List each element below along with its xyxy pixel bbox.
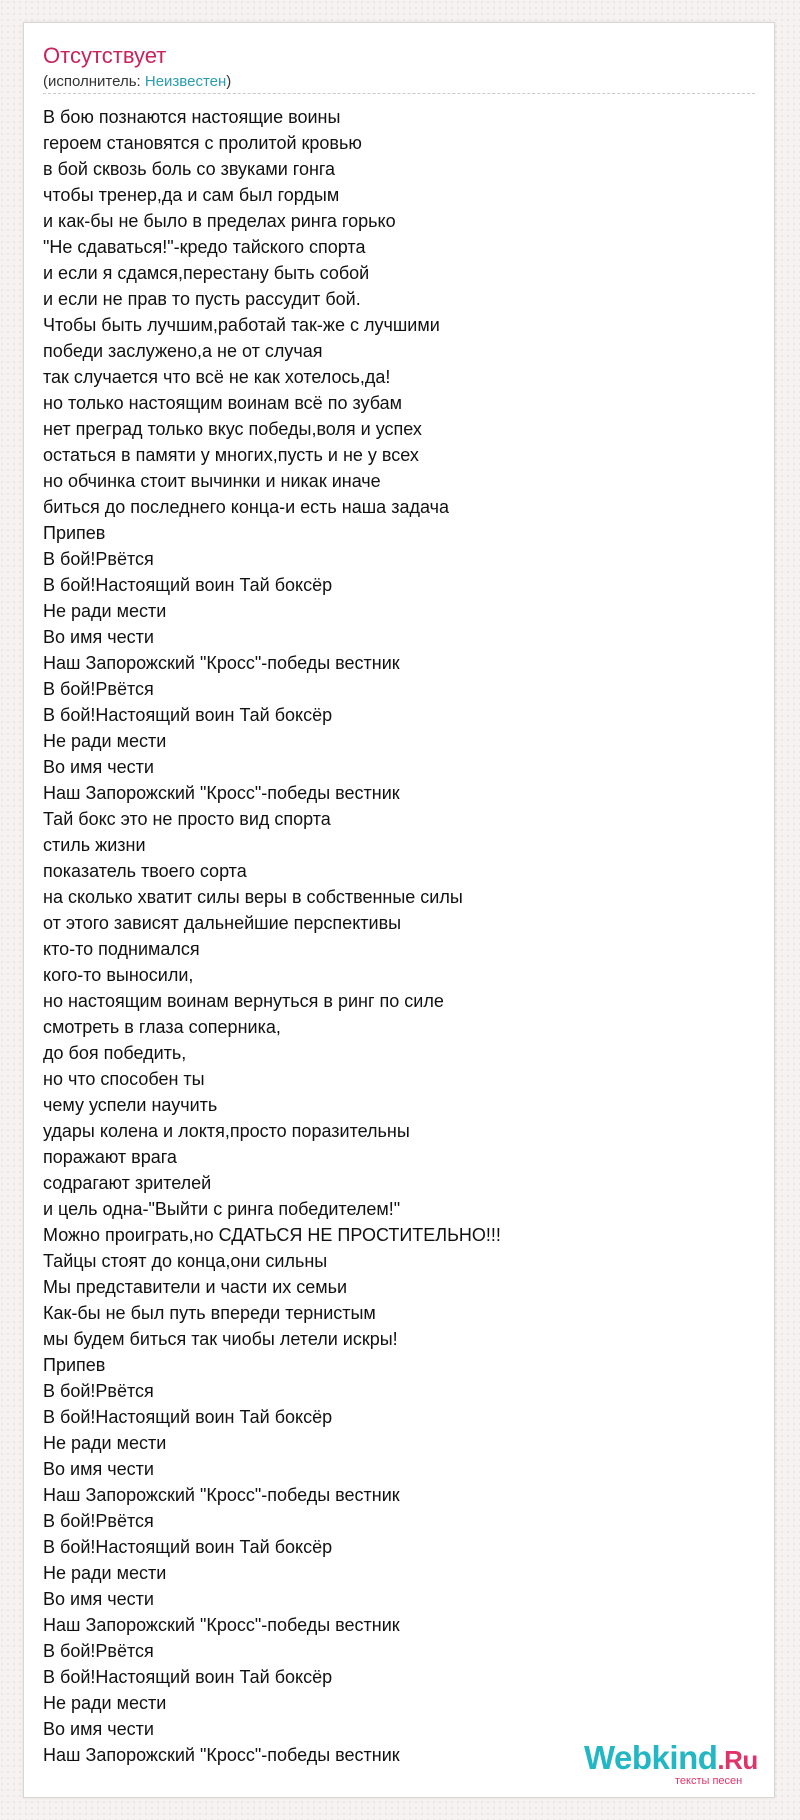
lyric-line: В бой!Рвётся: [43, 549, 154, 569]
lyric-line: но настоящим воинам вернуться в ринг по силе: [43, 991, 444, 1011]
lyric-line: Тайцы стоят до конца,они сильны: [43, 1251, 328, 1271]
lyric-line: удары колена и локтя,просто поразительны: [43, 1121, 410, 1141]
logo-tld-text: .Ru: [717, 1745, 758, 1775]
lyric-line: Чтобы быть лучшим,работай так-же с лучшими: [43, 315, 440, 335]
lyric-line: кто-то поднимался: [43, 939, 200, 959]
lyric-line: Тай бокс это не просто вид спорта: [43, 809, 331, 829]
artist-line: [43, 73, 231, 91]
lyric-line: биться до последнего конца-и есть наша задача: [43, 497, 449, 517]
lyric-line: Мы представители и части их семьи: [43, 1277, 348, 1297]
lyric-line: стиль жизни: [43, 835, 146, 855]
lyric-line: "Не сдаваться!"-кредо тайского спорта: [43, 237, 366, 257]
artist-prefix: (исполнитель:: [43, 73, 145, 90]
lyrics-card: [23, 22, 775, 1798]
lyric-line: В бою познаются настоящие воины: [43, 107, 341, 127]
lyric-line: смотреть в глаза соперника,: [43, 1017, 281, 1037]
lyric-line: В бой!Рвётся: [43, 1641, 154, 1661]
lyric-line: мы будем биться так чиобы летели искры!: [43, 1329, 398, 1349]
lyric-line: но обчинка стоит вычинки и никак иначе: [43, 471, 381, 491]
lyric-line: Не ради мести: [43, 1563, 167, 1583]
lyric-line: В бой!Рвётся: [43, 1381, 154, 1401]
lyric-line: чтобы тренер,да и сам был гордым: [43, 185, 340, 205]
lyric-line: но что способен ты: [43, 1069, 205, 1089]
lyric-line: В бой!Рвётся: [43, 679, 154, 699]
lyric-line: и если я сдамся,перестану быть собой: [43, 263, 370, 283]
lyric-line: Наш Запорожский "Кросс"-победы вестник: [43, 1745, 400, 1765]
lyric-line: Наш Запорожский "Кросс"-победы вестник: [43, 1485, 400, 1505]
lyric-line: Во имя чести: [43, 1459, 154, 1479]
lyric-line: Припев: [43, 523, 106, 543]
lyric-line: Во имя чести: [43, 757, 154, 777]
title-divider: [43, 93, 755, 94]
lyric-line: В бой!Настоящий воин Тай боксёр: [43, 705, 333, 725]
lyric-line: героем становятся с пролитой кровью: [43, 133, 362, 153]
lyric-line: Наш Запорожский "Кросс"-победы вестник: [43, 653, 400, 673]
lyric-line: поражают врага: [43, 1147, 177, 1167]
lyric-line: содрагают зрителей: [43, 1173, 212, 1193]
lyric-line: Можно проиграть,но СДАТЬСЯ НЕ ПРОСТИТЕЛЬНО!!!: [43, 1225, 501, 1245]
lyric-line: В бой!Настоящий воин Тай боксёр: [43, 1667, 333, 1687]
lyric-line: В бой!Настоящий воин Тай боксёр: [43, 1407, 333, 1427]
lyric-line: и цель одна-"Выйти с ринга победителем!": [43, 1199, 401, 1219]
lyric-line: так случается что всё не как хотелось,да!: [43, 367, 391, 387]
lyric-line: в бой сквозь боль со звуками гонга: [43, 159, 336, 179]
lyric-line: Во имя чести: [43, 1719, 154, 1739]
lyric-line: Во имя чести: [43, 1589, 154, 1609]
lyric-line: кого-то выносили,: [43, 965, 194, 985]
lyric-line: и как-бы не было в пределах ринга горько: [43, 211, 396, 231]
lyric-line: В бой!Настоящий воин Тай боксёр: [43, 575, 333, 595]
lyric-line: Не ради мести: [43, 601, 167, 621]
lyric-line: и если не прав то пусть рассудит бой.: [43, 289, 361, 309]
lyric-line: В бой!Рвётся: [43, 1511, 154, 1531]
lyric-line: показатель твоего сорта: [43, 861, 247, 881]
lyric-line: Не ради мести: [43, 731, 167, 751]
lyric-line: Наш Запорожский "Кросс"-победы вестник: [43, 1615, 400, 1635]
lyric-line: победи заслужено,а не от случая: [43, 341, 323, 361]
lyric-line: чему успели научить: [43, 1095, 218, 1115]
lyric-line: от этого зависят дальнейшие перспективы: [43, 913, 402, 933]
lyric-line: Не ради мести: [43, 1693, 167, 1713]
lyric-line: Припев: [43, 1355, 106, 1375]
lyric-line: Не ради мести: [43, 1433, 167, 1453]
site-logo[interactable]: [560, 1738, 780, 1798]
lyric-line: В бой!Настоящий воин Тай боксёр: [43, 1537, 333, 1557]
artist-suffix: ): [226, 73, 232, 90]
logo-tagline: тексты песен: [675, 1775, 743, 1787]
lyric-line: нет преград только вкус победы,воля и успех: [43, 419, 422, 439]
lyric-line: до боя победить,: [43, 1043, 187, 1063]
logo-main-text: Webkind: [584, 1739, 718, 1776]
lyric-line: Наш Запорожский "Кросс"-победы вестник: [43, 783, 400, 803]
song-title: Отсутствует: [43, 43, 167, 68]
lyrics-text: [43, 104, 755, 1768]
lyric-line: но только настоящим воинам всё по зубам: [43, 393, 402, 413]
artist-link[interactable]: Неизвестен: [144, 73, 227, 90]
lyric-line: Как-бы не был путь впереди тернистым: [43, 1303, 376, 1323]
lyric-line: на сколько хватит силы веры в собственные силы: [43, 887, 463, 907]
lyric-line: остаться в памяти у многих,пусть и не у всех: [43, 445, 419, 465]
lyric-line: Во имя чести: [43, 627, 154, 647]
